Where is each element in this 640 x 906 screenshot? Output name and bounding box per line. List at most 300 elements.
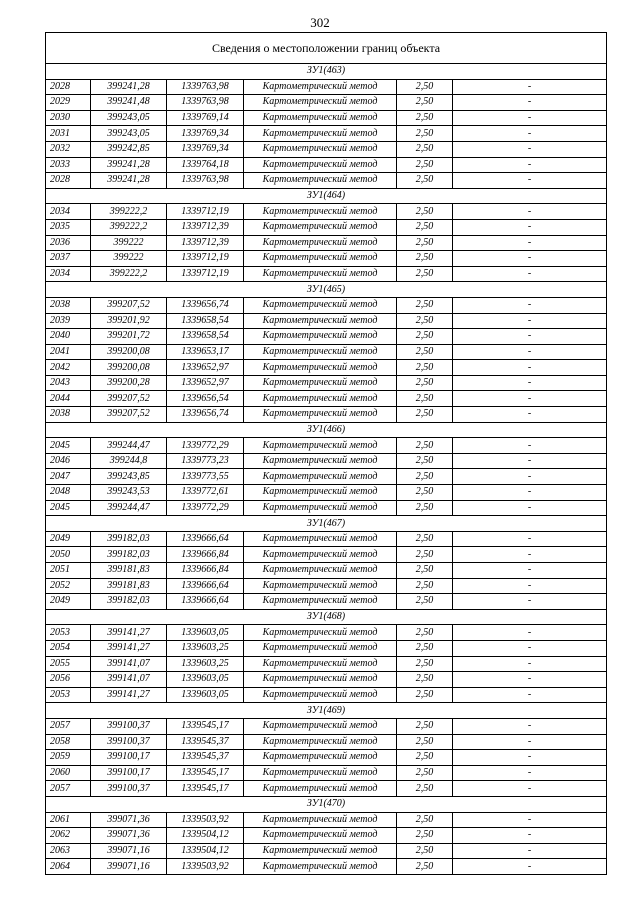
point-number-cell: 2031 xyxy=(46,126,91,142)
x-coordinate-cell: 399071,36 xyxy=(91,828,167,844)
point-number-cell: 2034 xyxy=(46,204,91,220)
y-coordinate-cell: 1339763,98 xyxy=(167,79,244,95)
y-coordinate-cell: 1339666,64 xyxy=(167,531,244,547)
table-row xyxy=(46,843,607,859)
point-number-cell: 2057 xyxy=(46,781,91,797)
description-cell: - xyxy=(453,765,607,781)
method-cell: Картометрический метод xyxy=(244,734,397,750)
description-cell: - xyxy=(453,812,607,828)
y-coordinate-cell: 1339712,19 xyxy=(167,251,244,267)
point-number-cell: 2032 xyxy=(46,141,91,157)
accuracy-cell: 2,50 xyxy=(397,344,453,360)
table-row xyxy=(46,344,607,360)
group-header-row xyxy=(46,703,607,719)
point-number-cell: 2049 xyxy=(46,531,91,547)
description-cell: - xyxy=(453,266,607,282)
group-header-row xyxy=(46,422,607,438)
group-header-row xyxy=(46,796,607,812)
x-coordinate-cell: 399100,37 xyxy=(91,734,167,750)
x-coordinate-cell: 399222,2 xyxy=(91,219,167,235)
accuracy-cell: 2,50 xyxy=(397,531,453,547)
accuracy-cell: 2,50 xyxy=(397,141,453,157)
y-coordinate-cell: 1339772,61 xyxy=(167,485,244,501)
table-row xyxy=(46,126,607,142)
point-number-cell: 2035 xyxy=(46,219,91,235)
table-row xyxy=(46,656,607,672)
accuracy-cell: 2,50 xyxy=(397,765,453,781)
description-cell: - xyxy=(453,687,607,703)
accuracy-cell: 2,50 xyxy=(397,734,453,750)
point-number-cell: 2045 xyxy=(46,438,91,454)
description-cell: - xyxy=(453,500,607,516)
accuracy-cell: 2,50 xyxy=(397,594,453,610)
x-coordinate-cell: 399243,05 xyxy=(91,110,167,126)
point-number-cell: 2052 xyxy=(46,578,91,594)
boundary-table xyxy=(45,32,607,875)
accuracy-cell: 2,50 xyxy=(397,469,453,485)
point-number-cell: 2051 xyxy=(46,563,91,579)
accuracy-cell: 2,50 xyxy=(397,485,453,501)
y-coordinate-cell: 1339658,54 xyxy=(167,329,244,345)
point-number-cell: 2037 xyxy=(46,251,91,267)
x-coordinate-cell: 399182,03 xyxy=(91,594,167,610)
y-coordinate-cell: 1339773,23 xyxy=(167,453,244,469)
method-cell: Картометрический метод xyxy=(244,563,397,579)
method-cell: Картометрический метод xyxy=(244,687,397,703)
point-number-cell: 2053 xyxy=(46,687,91,703)
accuracy-cell: 2,50 xyxy=(397,500,453,516)
x-coordinate-cell: 399244,47 xyxy=(91,438,167,454)
description-cell: - xyxy=(453,407,607,423)
table-row xyxy=(46,469,607,485)
point-number-cell: 2058 xyxy=(46,734,91,750)
table-row xyxy=(46,625,607,641)
y-coordinate-cell: 1339545,17 xyxy=(167,718,244,734)
table-row xyxy=(46,141,607,157)
method-cell: Картометрический метод xyxy=(244,173,397,189)
method-cell: Картометрический метод xyxy=(244,407,397,423)
method-cell: Картометрический метод xyxy=(244,219,397,235)
accuracy-cell: 2,50 xyxy=(397,687,453,703)
y-coordinate-cell: 1339545,37 xyxy=(167,750,244,766)
y-coordinate-cell: 1339769,34 xyxy=(167,141,244,157)
y-coordinate-cell: 1339545,17 xyxy=(167,781,244,797)
table-row xyxy=(46,828,607,844)
y-coordinate-cell: 1339712,19 xyxy=(167,266,244,282)
x-coordinate-cell: 399243,53 xyxy=(91,485,167,501)
description-cell: - xyxy=(453,297,607,313)
method-cell: Картометрический метод xyxy=(244,672,397,688)
point-number-cell: 2054 xyxy=(46,640,91,656)
description-cell: - xyxy=(453,547,607,563)
method-cell: Картометрический метод xyxy=(244,375,397,391)
x-coordinate-cell: 399244,8 xyxy=(91,453,167,469)
point-number-cell: 2060 xyxy=(46,765,91,781)
group-name: ЗУ1(468) xyxy=(46,609,607,625)
y-coordinate-cell: 1339763,98 xyxy=(167,173,244,189)
table-row xyxy=(46,313,607,329)
description-cell: - xyxy=(453,173,607,189)
x-coordinate-cell: 399241,28 xyxy=(91,79,167,95)
method-cell: Картометрический метод xyxy=(244,141,397,157)
description-cell: - xyxy=(453,360,607,376)
table-title-row xyxy=(46,33,607,64)
method-cell: Картометрический метод xyxy=(244,297,397,313)
method-cell: Картометрический метод xyxy=(244,235,397,251)
description-cell: - xyxy=(453,157,607,173)
accuracy-cell: 2,50 xyxy=(397,407,453,423)
accuracy-cell: 2,50 xyxy=(397,297,453,313)
description-cell: - xyxy=(453,453,607,469)
x-coordinate-cell: 399200,08 xyxy=(91,344,167,360)
accuracy-cell: 2,50 xyxy=(397,110,453,126)
point-number-cell: 2057 xyxy=(46,718,91,734)
table-row xyxy=(46,687,607,703)
point-number-cell: 2047 xyxy=(46,469,91,485)
table-row xyxy=(46,547,607,563)
accuracy-cell: 2,50 xyxy=(397,204,453,220)
group-name: ЗУ1(463) xyxy=(46,64,607,80)
point-number-cell: 2061 xyxy=(46,812,91,828)
point-number-cell: 2064 xyxy=(46,859,91,875)
x-coordinate-cell: 399141,27 xyxy=(91,625,167,641)
accuracy-cell: 2,50 xyxy=(397,547,453,563)
table-row xyxy=(46,329,607,345)
accuracy-cell: 2,50 xyxy=(397,656,453,672)
table-row xyxy=(46,640,607,656)
table-row xyxy=(46,173,607,189)
point-number-cell: 2044 xyxy=(46,391,91,407)
method-cell: Картометрический метод xyxy=(244,344,397,360)
method-cell: Картометрический метод xyxy=(244,765,397,781)
point-number-cell: 2029 xyxy=(46,95,91,111)
accuracy-cell: 2,50 xyxy=(397,812,453,828)
description-cell: - xyxy=(453,391,607,407)
point-number-cell: 2038 xyxy=(46,407,91,423)
x-coordinate-cell: 399222 xyxy=(91,235,167,251)
point-number-cell: 2033 xyxy=(46,157,91,173)
y-coordinate-cell: 1339769,14 xyxy=(167,110,244,126)
y-coordinate-cell: 1339504,12 xyxy=(167,843,244,859)
y-coordinate-cell: 1339666,84 xyxy=(167,563,244,579)
table-row xyxy=(46,110,607,126)
table-row xyxy=(46,500,607,516)
y-coordinate-cell: 1339772,29 xyxy=(167,438,244,454)
y-coordinate-cell: 1339603,05 xyxy=(167,672,244,688)
point-number-cell: 2036 xyxy=(46,235,91,251)
accuracy-cell: 2,50 xyxy=(397,750,453,766)
description-cell: - xyxy=(453,563,607,579)
method-cell: Картометрический метод xyxy=(244,95,397,111)
description-cell: - xyxy=(453,141,607,157)
x-coordinate-cell: 399201,72 xyxy=(91,329,167,345)
table-row xyxy=(46,266,607,282)
method-cell: Картометрический метод xyxy=(244,828,397,844)
method-cell: Картометрический метод xyxy=(244,438,397,454)
x-coordinate-cell: 399200,08 xyxy=(91,360,167,376)
point-number-cell: 2028 xyxy=(46,173,91,189)
y-coordinate-cell: 1339666,84 xyxy=(167,547,244,563)
description-cell: - xyxy=(453,313,607,329)
description-cell: - xyxy=(453,718,607,734)
description-cell: - xyxy=(453,640,607,656)
accuracy-cell: 2,50 xyxy=(397,828,453,844)
x-coordinate-cell: 399207,52 xyxy=(91,391,167,407)
y-coordinate-cell: 1339652,97 xyxy=(167,375,244,391)
y-coordinate-cell: 1339712,39 xyxy=(167,235,244,251)
group-name: ЗУ1(467) xyxy=(46,516,607,532)
y-coordinate-cell: 1339772,29 xyxy=(167,500,244,516)
description-cell: - xyxy=(453,344,607,360)
description-cell: - xyxy=(453,438,607,454)
group-header-row xyxy=(46,282,607,298)
table-row xyxy=(46,297,607,313)
group-header-row xyxy=(46,64,607,80)
description-cell: - xyxy=(453,531,607,547)
description-cell: - xyxy=(453,828,607,844)
x-coordinate-cell: 399071,16 xyxy=(91,859,167,875)
accuracy-cell: 2,50 xyxy=(397,266,453,282)
x-coordinate-cell: 399100,37 xyxy=(91,718,167,734)
y-coordinate-cell: 1339503,92 xyxy=(167,859,244,875)
point-number-cell: 2063 xyxy=(46,843,91,859)
x-coordinate-cell: 399200,28 xyxy=(91,375,167,391)
table-row xyxy=(46,251,607,267)
point-number-cell: 2041 xyxy=(46,344,91,360)
accuracy-cell: 2,50 xyxy=(397,843,453,859)
x-coordinate-cell: 399182,03 xyxy=(91,547,167,563)
table-row xyxy=(46,578,607,594)
method-cell: Картометрический метод xyxy=(244,781,397,797)
x-coordinate-cell: 399242,85 xyxy=(91,141,167,157)
table-row xyxy=(46,453,607,469)
method-cell: Картометрический метод xyxy=(244,843,397,859)
description-cell: - xyxy=(453,329,607,345)
method-cell: Картометрический метод xyxy=(244,547,397,563)
table-row xyxy=(46,95,607,111)
table-row xyxy=(46,204,607,220)
description-cell: - xyxy=(453,469,607,485)
description-cell: - xyxy=(453,95,607,111)
description-cell: - xyxy=(453,625,607,641)
point-number-cell: 2042 xyxy=(46,360,91,376)
method-cell: Картометрический метод xyxy=(244,329,397,345)
accuracy-cell: 2,50 xyxy=(397,391,453,407)
x-coordinate-cell: 399243,85 xyxy=(91,469,167,485)
accuracy-cell: 2,50 xyxy=(397,251,453,267)
group-name: ЗУ1(470) xyxy=(46,796,607,812)
method-cell: Картометрический метод xyxy=(244,812,397,828)
table-row xyxy=(46,750,607,766)
y-coordinate-cell: 1339504,12 xyxy=(167,828,244,844)
description-cell: - xyxy=(453,843,607,859)
accuracy-cell: 2,50 xyxy=(397,859,453,875)
x-coordinate-cell: 399071,16 xyxy=(91,843,167,859)
description-cell: - xyxy=(453,734,607,750)
accuracy-cell: 2,50 xyxy=(397,126,453,142)
table-row xyxy=(46,563,607,579)
group-header-row xyxy=(46,516,607,532)
x-coordinate-cell: 399244,47 xyxy=(91,500,167,516)
table-row xyxy=(46,765,607,781)
method-cell: Картометрический метод xyxy=(244,469,397,485)
y-coordinate-cell: 1339658,54 xyxy=(167,313,244,329)
y-coordinate-cell: 1339545,17 xyxy=(167,765,244,781)
table-row xyxy=(46,219,607,235)
x-coordinate-cell: 399181,83 xyxy=(91,578,167,594)
x-coordinate-cell: 399100,37 xyxy=(91,781,167,797)
x-coordinate-cell: 399100,17 xyxy=(91,765,167,781)
accuracy-cell: 2,50 xyxy=(397,781,453,797)
point-number-cell: 2028 xyxy=(46,79,91,95)
table-row xyxy=(46,781,607,797)
x-coordinate-cell: 399222 xyxy=(91,251,167,267)
description-cell: - xyxy=(453,219,607,235)
x-coordinate-cell: 399071,36 xyxy=(91,812,167,828)
x-coordinate-cell: 399100,17 xyxy=(91,750,167,766)
x-coordinate-cell: 399241,48 xyxy=(91,95,167,111)
page-number: 302 xyxy=(310,15,330,30)
description-cell: - xyxy=(453,750,607,766)
y-coordinate-cell: 1339656,54 xyxy=(167,391,244,407)
table-row xyxy=(46,438,607,454)
x-coordinate-cell: 399243,05 xyxy=(91,126,167,142)
accuracy-cell: 2,50 xyxy=(397,625,453,641)
description-cell: - xyxy=(453,485,607,501)
description-cell: - xyxy=(453,578,607,594)
table-row xyxy=(46,375,607,391)
method-cell: Картометрический метод xyxy=(244,110,397,126)
description-cell: - xyxy=(453,656,607,672)
point-number-cell: 2040 xyxy=(46,329,91,345)
y-coordinate-cell: 1339666,64 xyxy=(167,594,244,610)
point-number-cell: 2055 xyxy=(46,656,91,672)
point-number-cell: 2046 xyxy=(46,453,91,469)
accuracy-cell: 2,50 xyxy=(397,718,453,734)
method-cell: Картометрический метод xyxy=(244,625,397,641)
method-cell: Картометрический метод xyxy=(244,360,397,376)
x-coordinate-cell: 399141,07 xyxy=(91,656,167,672)
y-coordinate-cell: 1339666,64 xyxy=(167,578,244,594)
accuracy-cell: 2,50 xyxy=(397,438,453,454)
table-row xyxy=(46,157,607,173)
method-cell: Картометрический метод xyxy=(244,266,397,282)
method-cell: Картометрический метод xyxy=(244,79,397,95)
point-number-cell: 2053 xyxy=(46,625,91,641)
point-number-cell: 2045 xyxy=(46,500,91,516)
x-coordinate-cell: 399222,2 xyxy=(91,204,167,220)
method-cell: Картометрический метод xyxy=(244,391,397,407)
accuracy-cell: 2,50 xyxy=(397,375,453,391)
point-number-cell: 2038 xyxy=(46,297,91,313)
table-title: Сведения о местоположении границ объекта xyxy=(46,33,607,64)
description-cell: - xyxy=(453,672,607,688)
accuracy-cell: 2,50 xyxy=(397,95,453,111)
accuracy-cell: 2,50 xyxy=(397,173,453,189)
method-cell: Картометрический метод xyxy=(244,313,397,329)
accuracy-cell: 2,50 xyxy=(397,563,453,579)
group-name: ЗУ1(469) xyxy=(46,703,607,719)
point-number-cell: 2030 xyxy=(46,110,91,126)
x-coordinate-cell: 399141,27 xyxy=(91,640,167,656)
point-number-cell: 2048 xyxy=(46,485,91,501)
method-cell: Картометрический метод xyxy=(244,251,397,267)
accuracy-cell: 2,50 xyxy=(397,219,453,235)
table-row xyxy=(46,407,607,423)
point-number-cell: 2050 xyxy=(46,547,91,563)
method-cell: Картометрический метод xyxy=(244,750,397,766)
y-coordinate-cell: 1339603,05 xyxy=(167,625,244,641)
accuracy-cell: 2,50 xyxy=(397,453,453,469)
table-row xyxy=(46,812,607,828)
method-cell: Картометрический метод xyxy=(244,656,397,672)
group-name: ЗУ1(464) xyxy=(46,188,607,204)
x-coordinate-cell: 399241,28 xyxy=(91,173,167,189)
table-row xyxy=(46,235,607,251)
accuracy-cell: 2,50 xyxy=(397,235,453,251)
description-cell: - xyxy=(453,110,607,126)
x-coordinate-cell: 399222,2 xyxy=(91,266,167,282)
point-number-cell: 2039 xyxy=(46,313,91,329)
y-coordinate-cell: 1339773,55 xyxy=(167,469,244,485)
point-number-cell: 2059 xyxy=(46,750,91,766)
table-row xyxy=(46,594,607,610)
method-cell: Картометрический метод xyxy=(244,500,397,516)
description-cell: - xyxy=(453,375,607,391)
table-row xyxy=(46,485,607,501)
x-coordinate-cell: 399201,92 xyxy=(91,313,167,329)
method-cell: Картометрический метод xyxy=(244,485,397,501)
point-number-cell: 2062 xyxy=(46,828,91,844)
method-cell: Картометрический метод xyxy=(244,578,397,594)
description-cell: - xyxy=(453,126,607,142)
x-coordinate-cell: 399241,28 xyxy=(91,157,167,173)
group-name: ЗУ1(465) xyxy=(46,282,607,298)
x-coordinate-cell: 399182,03 xyxy=(91,531,167,547)
y-coordinate-cell: 1339712,39 xyxy=(167,219,244,235)
description-cell: - xyxy=(453,859,607,875)
description-cell: - xyxy=(453,204,607,220)
accuracy-cell: 2,50 xyxy=(397,329,453,345)
group-header-row xyxy=(46,609,607,625)
y-coordinate-cell: 1339503,92 xyxy=(167,812,244,828)
x-coordinate-cell: 399181,83 xyxy=(91,563,167,579)
method-cell: Картометрический метод xyxy=(244,718,397,734)
point-number-cell: 2043 xyxy=(46,375,91,391)
accuracy-cell: 2,50 xyxy=(397,640,453,656)
table-row xyxy=(46,672,607,688)
method-cell: Картометрический метод xyxy=(244,594,397,610)
table-row xyxy=(46,391,607,407)
method-cell: Картометрический метод xyxy=(244,531,397,547)
method-cell: Картометрический метод xyxy=(244,640,397,656)
x-coordinate-cell: 399141,07 xyxy=(91,672,167,688)
method-cell: Картометрический метод xyxy=(244,204,397,220)
description-cell: - xyxy=(453,251,607,267)
description-cell: - xyxy=(453,235,607,251)
method-cell: Картометрический метод xyxy=(244,453,397,469)
group-header-row xyxy=(46,188,607,204)
table-row xyxy=(46,718,607,734)
accuracy-cell: 2,50 xyxy=(397,578,453,594)
method-cell: Картометрический метод xyxy=(244,126,397,142)
y-coordinate-cell: 1339656,74 xyxy=(167,297,244,313)
description-cell: - xyxy=(453,79,607,95)
x-coordinate-cell: 399207,52 xyxy=(91,407,167,423)
y-coordinate-cell: 1339763,98 xyxy=(167,95,244,111)
accuracy-cell: 2,50 xyxy=(397,360,453,376)
description-cell: - xyxy=(453,781,607,797)
